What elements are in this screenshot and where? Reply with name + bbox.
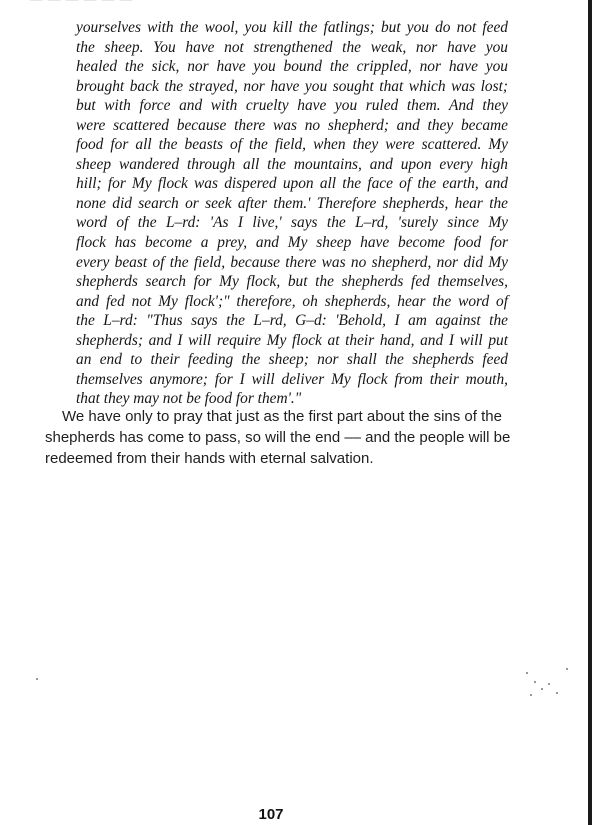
quote-line: the sheep. You have not strengthened the weak, nor have you — [76, 38, 508, 56]
quote-line: healed the sick, nor have you bound the crippled, nor have you — [76, 58, 508, 76]
scan-speck — [526, 672, 528, 674]
quote-line: shepherds search for My flock, but the shepherds fed themselves, — [76, 273, 508, 291]
scan-speck — [534, 681, 536, 683]
quote-line: none did search or seek after them.' Therefore shepherds, hear the — [76, 194, 508, 212]
body-paragraph — [45, 406, 559, 469]
quote-line: brought back the strayed, nor have you sought that which was lost; — [76, 77, 508, 95]
scan-speck — [548, 683, 550, 685]
quote-line: themselves anymore; for I will deliver My flock from their mouth, — [76, 370, 508, 388]
scan-speck — [36, 678, 38, 680]
quote-line: shepherds; and I will require My flock at their hand, and I will put — [76, 331, 508, 349]
cropped-header-remnant — [0, 0, 260, 6]
quote-line: that they may not be food for them'." — [76, 390, 302, 408]
quote-line: every beast of the field, because there was no shepherd, nor did My — [76, 253, 508, 271]
quote-line: flock has become a prey, and My sheep have become food for — [76, 234, 508, 252]
quote-line: sheep wandered through all the mountains, and upon every high — [76, 155, 508, 173]
scan-speck — [566, 668, 568, 670]
quote-line: food for all the beasts of the field, when they were scattered. My — [76, 136, 508, 154]
body-line: We have only to pray that just as the first part about the sins of the — [62, 408, 502, 425]
body-line: redeemed from their hands with eternal salvation. — [45, 450, 374, 467]
body-line: shepherds has come to pass, so will the end –– and the people will be — [45, 429, 511, 446]
page-number: 107 — [258, 806, 284, 823]
scan-speck — [530, 694, 532, 696]
scan-speck — [556, 692, 558, 694]
scan-speck — [541, 688, 543, 690]
quote-line: yourselves with the wool, you kill the fatlings; but you do not feed — [76, 19, 508, 36]
block-quote — [76, 18, 508, 409]
quote-line: were scattered because there was no shepherd; and they became — [76, 116, 508, 134]
quote-line: and fed not My flock';" therefore, oh shepherds, hear the word of — [76, 292, 508, 310]
quote-line: hill; for My flock was dispered upon all the face of the earth, and — [76, 175, 508, 193]
quote-line: but with force and with cruelty have you ruled them. And they — [76, 97, 508, 115]
quote-line: word of the L–rd: 'As I live,' says the L–rd, 'surely since My — [76, 214, 508, 232]
quote-line: an end to their feeding the sheep; nor shall the shepherds feed — [76, 351, 508, 369]
quote-line: the L–rd: "Thus says the L–rd, G–d: 'Behold, I am against the — [76, 312, 508, 330]
page-edge-border — [588, 0, 592, 825]
